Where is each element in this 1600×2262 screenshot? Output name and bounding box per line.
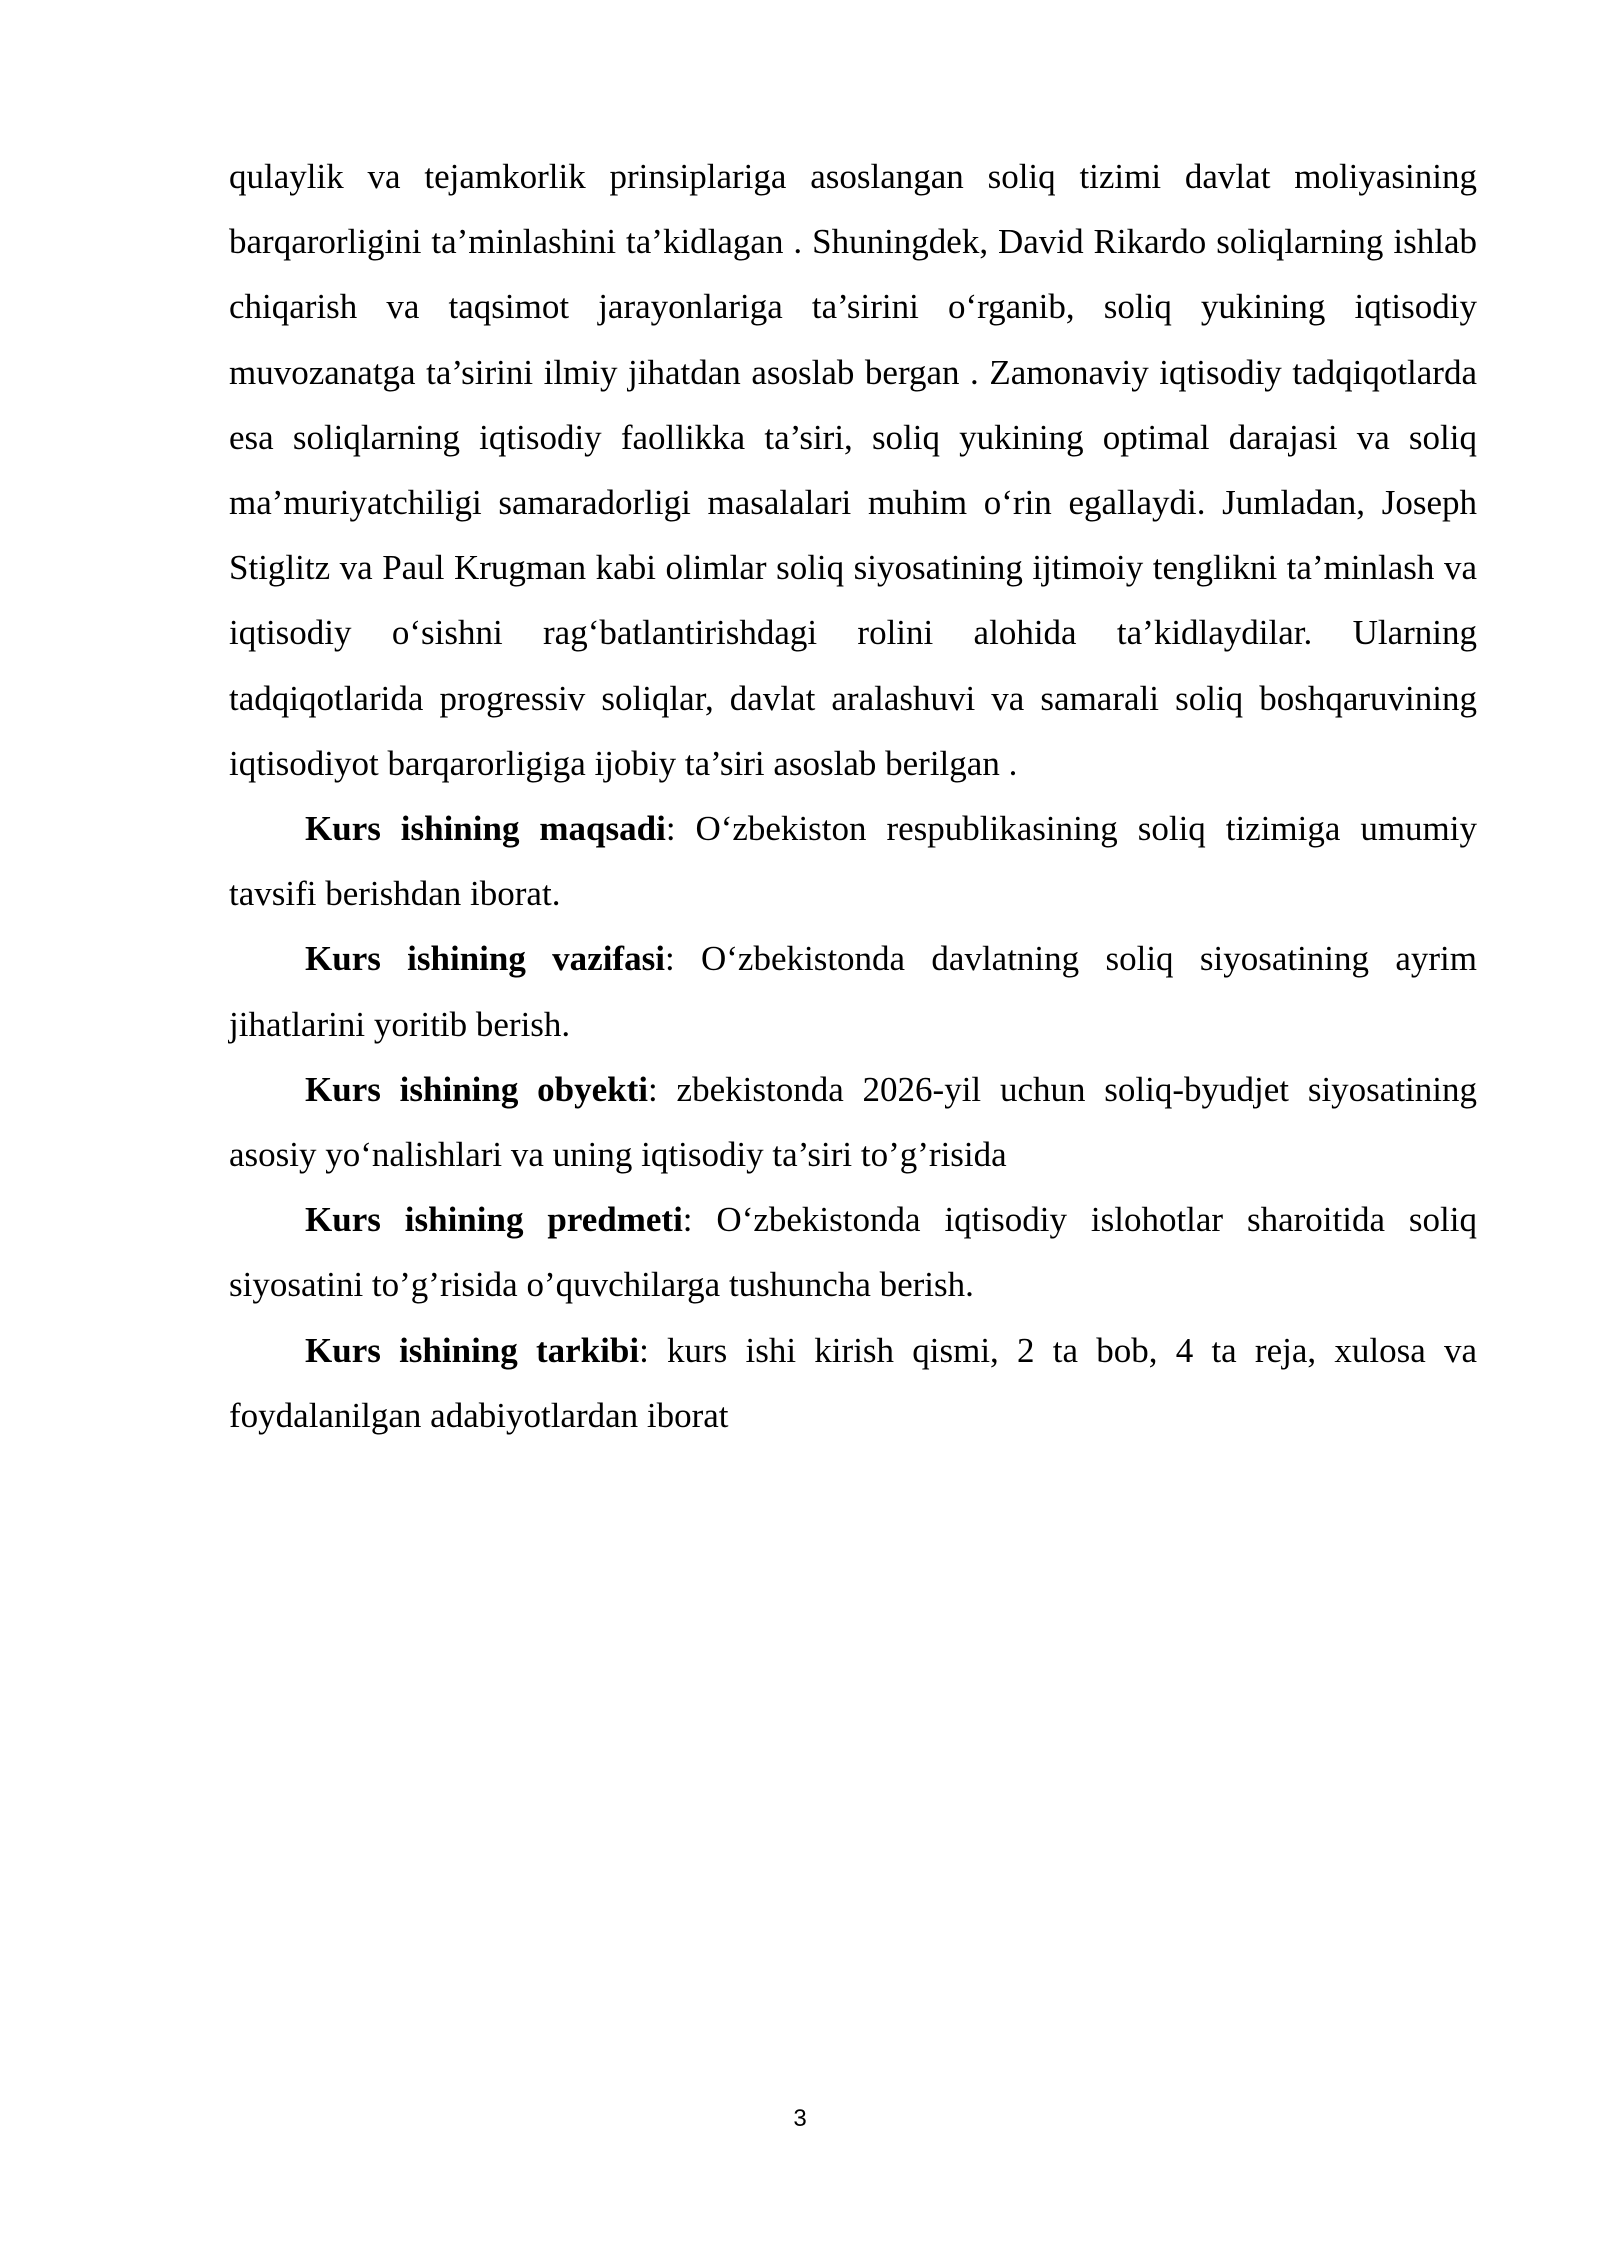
section-text: : O‘zbekistonda davlatning soliq siyosatining ayrim jihatlarini yoritib berish. (229, 939, 1477, 1044)
section-structure (229, 1318, 1477, 1448)
section-text: : kurs ishi kirish qismi, 2 ta bob, 4 ta reja, xulosa va foydalanilgan adabiyotlardan iborat (229, 1330, 1477, 1435)
page-number: 3 (793, 2105, 807, 2132)
section-term: Kurs ishining predmeti (305, 1200, 683, 1240)
section-tasks (229, 926, 1477, 1056)
section-term: Kurs ishining maqsadi (305, 809, 666, 849)
intro-paragraph: qulaylik va tejamkorlik prinsiplariga asoslangan soliq tizimi davlat moliyasining barqarorligini ta’minlashini ta’kidlagan . Shuningdek, David Rikardo soliqlarning ishlab chiqarish va taqsimot jarayonlariga ta’sirini o‘rganib, soliq yukining iqtisodiy muvozanatga ta’sirini ilmiy jihatdan asoslab bergan . Zamonaviy iqtisodiy tadqiqotlarda esa soliqlarning iqtisodiy faollikka ta’siri, soliq yukining optimal darajasi va soliq ma’muriyatchiligi samaradorligi masalalari muhim o‘rin egallaydi. Jumladan, Joseph Stiglitz va Paul Krugman kabi olimlar soliq siyosatining ijtimoiy tenglikni ta’minlash va iqtisodiy o‘sishni rag‘batlantirishdagi rolini alohida ta’kidlaydilar. Ularning tadqiqotlarida progressiv soliqlar, davlat aralashuvi va samarali soliq boshqaruvining iqtisodiyot barqarorligiga ijobiy ta’siri asoslab berilgan . (229, 157, 1477, 783)
body-text (229, 144, 1477, 1448)
section-goal (229, 796, 1477, 926)
section-text: : zbekistonda 2026-yil uchun soliq-byudjet siyosatining asosiy yo‘nalishlari va uning iqtisodiy ta’siri to’g’risida (229, 1069, 1477, 1175)
section-text: : O‘zbekiston respublikasining soliq tizimiga umumiy tavsifi berishdan iborat. (229, 809, 1477, 914)
section-object (229, 1057, 1477, 1187)
section-subject (229, 1187, 1477, 1317)
section-term: Kurs ishining vazifasi (305, 939, 665, 979)
section-term: Kurs ishining obyekti (305, 1069, 649, 1109)
section-term: Kurs ishining tarkibi (305, 1330, 640, 1370)
section-text: : O‘zbekistonda iqtisodiy islohotlar sharoitida soliq siyosatini to’g’risida o’quvchilarga tushuncha berish. (229, 1200, 1477, 1305)
